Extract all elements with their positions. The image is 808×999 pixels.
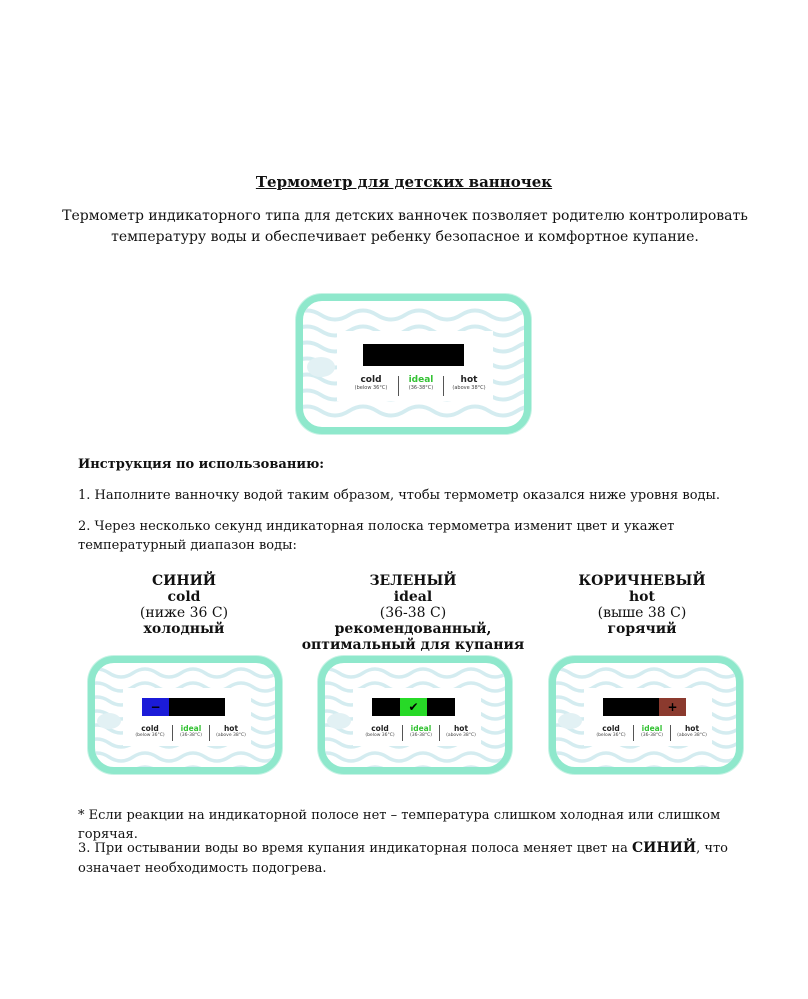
label-cold-name: cold — [141, 724, 159, 733]
label-ideal-name: ideal — [641, 724, 663, 733]
label-ideal-name: ideal — [180, 724, 202, 733]
state-meaning: рекомендованный, — [334, 621, 492, 637]
label-ideal — [399, 375, 443, 391]
state-en: hot — [629, 589, 655, 605]
label-cold-name: cold — [371, 724, 389, 733]
label-cold-range: (below 36°C) — [596, 733, 626, 738]
state-color-name: КОРИЧНЕВЫЙ — [578, 573, 706, 589]
state-range: (36-38 С) — [379, 605, 447, 621]
label-hot — [444, 375, 494, 391]
label-hot-name: hot — [684, 724, 700, 733]
state-color-name: СИНИЙ — [151, 573, 217, 589]
state-en: cold — [167, 589, 201, 605]
label-ideal — [173, 724, 209, 738]
indicator-glyph-icon: − — [150, 700, 161, 714]
label-hot-name: hot — [223, 724, 239, 733]
state-meaning-2: оптимальный для купания — [301, 637, 525, 653]
page-title: Термометр для детских ванночек — [255, 173, 553, 191]
state-range: (выше 38 С) — [597, 605, 687, 621]
instructions-heading: Инструкция по использованию: — [78, 457, 325, 472]
indicator-strip — [363, 344, 464, 366]
label-cold — [129, 724, 171, 738]
step-1: 1. Наполните ванночку водой таким образом, чтобы термометр оказался ниже уровня воды. — [78, 488, 721, 503]
state-color-name: ЗЕЛЕНЫЙ — [369, 573, 457, 589]
fish-icon — [327, 713, 351, 729]
intro-paragraph: Термометр индикаторного типа для детских ванночек позволяет родителю контролировать температуру воды и обеспечивает ребенку безопасное и комфортное купание. — [62, 208, 748, 245]
state-cold — [64, 573, 304, 637]
label-cold — [590, 724, 632, 738]
label-hot-range: (above 38°C) — [677, 733, 707, 738]
state-meaning: холодный — [143, 621, 225, 637]
label-hot — [671, 724, 713, 738]
label-cold-range: (below 36°C) — [365, 733, 395, 738]
step-3-text-a: 3. При остывании воды во время купания индикаторная полоса меняет цвет на — [78, 841, 633, 856]
thermometer-card-main — [296, 294, 531, 434]
label-ideal-range: (36-38°C) — [641, 733, 663, 738]
label-cold — [346, 375, 396, 391]
thermometer-card-ideal — [318, 656, 512, 774]
state-hot — [522, 573, 762, 637]
label-ideal-name: ideal — [408, 375, 434, 385]
label-cold-name: cold — [360, 375, 382, 385]
state-en: ideal — [393, 589, 433, 605]
label-ideal — [634, 724, 670, 738]
state-meaning: горячий — [607, 621, 677, 637]
fish-icon — [307, 357, 335, 377]
label-ideal-range: (36-38°C) — [410, 733, 432, 738]
indicator-strip — [372, 698, 455, 716]
indicator-glyph-icon: ✔ — [408, 700, 419, 714]
label-hot-name: hot — [460, 375, 478, 385]
note: * Если реакции на индикаторной полосе нет – температура слишком холодная или слишком горячая. — [78, 808, 721, 842]
step-3-bold: СИНИЙ — [632, 840, 697, 856]
label-ideal — [403, 724, 439, 738]
label-ideal-range: (36-38°C) — [180, 733, 202, 738]
step-3-text-b: , что означает необходимость подогрева. — [78, 841, 728, 876]
state-range: (ниже 36 С) — [139, 605, 229, 621]
label-cold — [359, 724, 401, 738]
label-hot-name: hot — [453, 724, 469, 733]
step-3 — [78, 838, 748, 879]
state-ideal — [293, 573, 533, 653]
label-cold-range: (below 36°C) — [135, 733, 165, 738]
label-hot-range: (above 38°C) — [446, 733, 476, 738]
label-ideal-name: ideal — [410, 724, 432, 733]
thermometer-card-cold — [88, 656, 282, 774]
indicator-glyph-icon: + — [667, 700, 678, 714]
fish-icon — [558, 713, 582, 729]
step-2: 2. Через несколько секунд индикаторная полоска термометра изменит цвет и укажет температурный диапазон воды: — [78, 519, 675, 553]
indicator-strip — [603, 698, 686, 716]
label-hot — [440, 724, 482, 738]
label-hot — [210, 724, 252, 738]
label-cold-range: (below 36°C) — [354, 385, 388, 391]
fish-icon — [97, 713, 121, 729]
label-ideal-range: (36-38°C) — [408, 385, 434, 391]
label-cold-name: cold — [602, 724, 620, 733]
label-hot-range: (above 38°C) — [452, 385, 486, 391]
label-hot-range: (above 38°C) — [216, 733, 246, 738]
thermometer-card-hot — [549, 656, 743, 774]
indicator-strip — [142, 698, 225, 716]
